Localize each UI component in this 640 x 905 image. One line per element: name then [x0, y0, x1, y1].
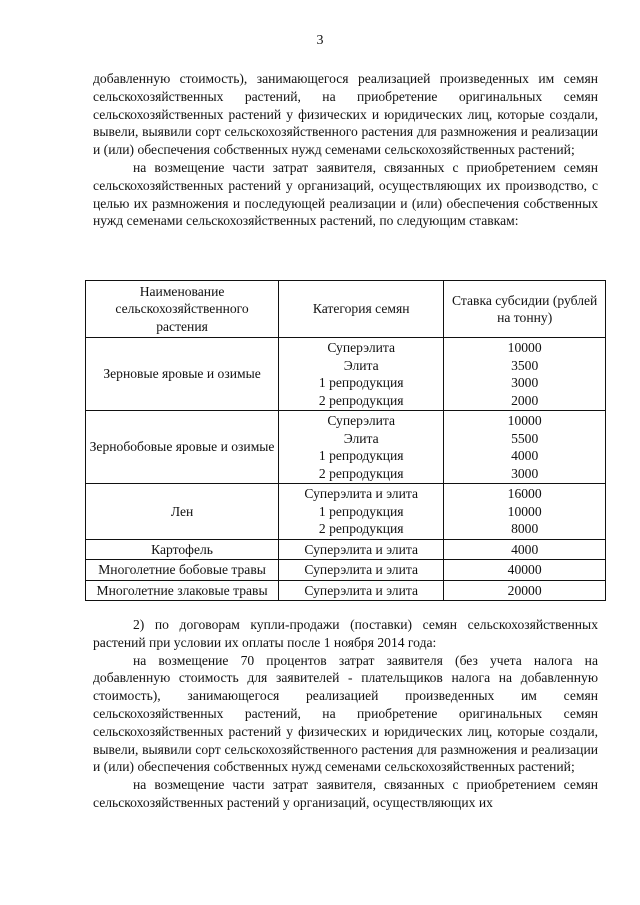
- category-cell: [279, 338, 444, 411]
- rate-cell: [444, 484, 606, 540]
- rate-item: 16000: [507, 486, 542, 501]
- category-cell: Суперэлита и элита: [279, 539, 444, 560]
- crop-cell: Картофель: [86, 539, 279, 560]
- table-row: [86, 411, 606, 484]
- paragraph: на возмещение части затрат заявителя, связанных с приобретением семян сельскохозяйственных растений у организаций, осуществляющих их производство, с целью их размножения и последующей реализации и (или) обеспечения собственных нужд семенами сельскохозяйственных растений, по следующим ставкам:: [93, 159, 598, 229]
- rate-cell: 20000: [444, 580, 606, 601]
- rate-cell: [444, 411, 606, 484]
- category-item: 2 репродукция: [318, 392, 404, 408]
- category-item: Элита: [343, 430, 379, 446]
- crop-cell: Зерновые яровые и озимые: [86, 338, 279, 411]
- top-text-block: [93, 70, 598, 230]
- rate-item: 5500: [511, 430, 539, 446]
- header-category: Категория семян: [279, 281, 444, 338]
- category-item: 2 репродукция: [318, 465, 404, 481]
- category-cell: Суперэлита и элита: [279, 560, 444, 581]
- category-cell: Суперэлита и элита: [279, 580, 444, 601]
- category-item: 1 репродукция: [318, 448, 404, 463]
- crop-cell: Лен: [86, 484, 279, 540]
- rate-cell: [444, 338, 606, 411]
- rate-item: 10000: [507, 503, 542, 519]
- paragraph: добавленную стоимость), занимающегося реализацией произведенных им семян сельскохозяйственных растений, на приобретение оригинальных семян сельскохозяйственных растений у физических и юридических лиц, которые создали, вывели, выявили сорт сельскохозяйственного растения для размножения и реализации и (или) обеспечения собственных нужд семенами сельскохозяйственных растений;: [93, 71, 598, 158]
- rate-item: 3000: [511, 465, 539, 481]
- category-item: Элита: [343, 357, 379, 373]
- rate-item: 3000: [511, 375, 539, 390]
- crop-cell: Многолетние злаковые травы: [86, 580, 279, 601]
- category-item: Суперэлита и элита: [304, 486, 419, 501]
- paragraph: 2) по договорам купли-продажи (поставки) семян сельскохозяйственных растений при условии их оплаты после 1 ноября 2014 года:: [93, 617, 598, 650]
- rate-item: 8000: [511, 521, 539, 536]
- crop-cell: Зернобобовые яровые и озимые: [86, 411, 279, 484]
- bottom-text-block: [93, 616, 598, 812]
- paragraph: на возмещение части затрат заявителя, связанных с приобретением семян сельскохозяйственных растений у организаций, осуществляющих их: [93, 777, 598, 810]
- table-row: [86, 580, 606, 601]
- table-row: [86, 560, 606, 581]
- table-row: [86, 338, 606, 411]
- table-row: [86, 484, 606, 540]
- rate-item: 3500: [511, 357, 539, 373]
- category-item: 1 репродукция: [318, 503, 404, 519]
- paragraph: на возмещение 70 процентов затрат заявителя (без учета налога на добавленную стоимость для заявителей - плательщиков налога на добавленную стоимость), занимающегося реализацией произведенных им семян сельскохозяйственных растений, на приобретение оригинальных семян сельскохозяйственных растений у физических и юридических лиц, которые создали, вывели, выявили сорт сельскохозяйственного растения для размножения и реализации и (или) обеспечения собственных нужд семенами сельскохозяйственных растений;: [93, 652, 598, 775]
- rate-item: 4000: [511, 448, 539, 463]
- crop-cell: Многолетние бобовые травы: [86, 560, 279, 581]
- rate-item: 10000: [507, 413, 542, 428]
- table-row: [86, 539, 606, 560]
- category-item: 1 репродукция: [318, 375, 404, 390]
- category-cell: [279, 411, 444, 484]
- rate-cell: 4000: [444, 539, 606, 560]
- category-item: Суперэлита: [327, 413, 396, 428]
- header-rate: Ставка субсидии (рублей на тонну): [444, 281, 606, 338]
- rate-item: 10000: [507, 340, 542, 355]
- table-header-row: [86, 281, 606, 338]
- subsidy-rates-table: [85, 280, 606, 601]
- page-number: 3: [316, 33, 324, 48]
- rate-item: 2000: [511, 392, 539, 408]
- category-cell: [279, 484, 444, 540]
- rate-cell: 40000: [444, 560, 606, 581]
- header-crop: Наименование сельскохозяйственного растения: [86, 281, 279, 338]
- category-item: 2 репродукция: [318, 521, 404, 536]
- category-item: Суперэлита: [327, 340, 396, 355]
